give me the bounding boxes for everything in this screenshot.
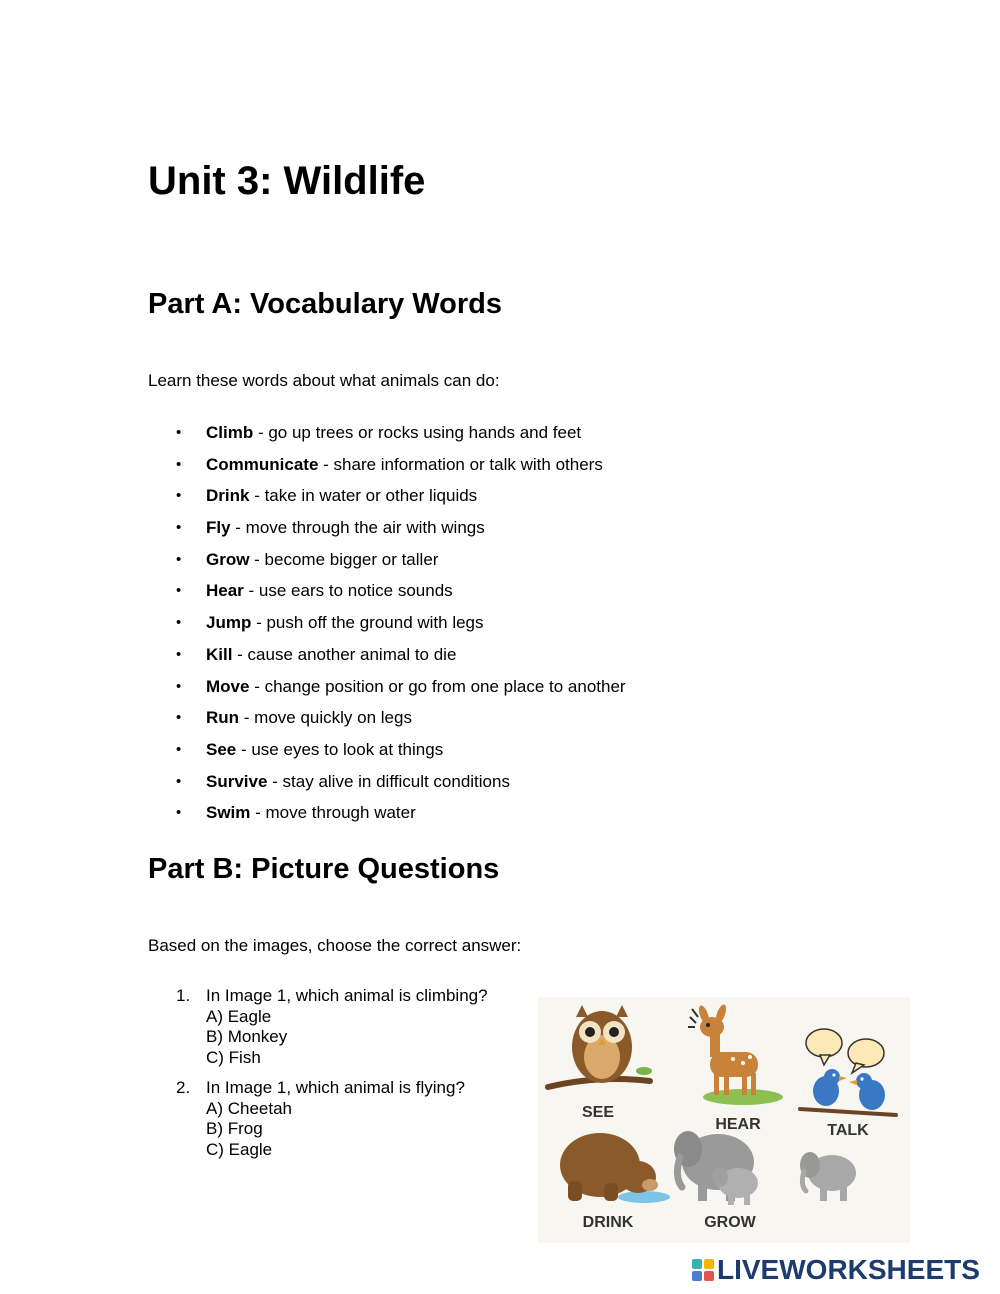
vocab-term: Run: [206, 708, 240, 728]
vocab-definition: - move through the air with wings: [230, 518, 485, 538]
question-item: [148, 1078, 488, 1160]
vocab-term: Grow: [206, 549, 250, 569]
list-item: [148, 548, 626, 580]
vocab-term: Fly: [206, 518, 231, 538]
vocab-term: Swim: [206, 803, 251, 823]
bullet: •: [176, 804, 182, 822]
vocab-term: Climb: [206, 423, 254, 442]
question-number: 2.: [176, 1078, 191, 1097]
vocab-definition: - move through water: [250, 803, 416, 823]
label-grow: GROW: [704, 1214, 756, 1231]
answer-option[interactable]: B) Monkey: [206, 1027, 288, 1046]
answer-option[interactable]: B) Frog: [206, 1119, 263, 1138]
bullet: •: [176, 550, 182, 568]
bullet: •: [176, 645, 182, 663]
question-number: 1.: [176, 986, 191, 1005]
vocab-term: Hear: [206, 581, 244, 601]
answer-option[interactable]: C) Fish: [206, 1047, 261, 1067]
bullet: •: [176, 614, 182, 632]
vocab-definition: - share information or talk with others: [318, 454, 603, 474]
answer-option[interactable]: C) Eagle: [206, 1139, 273, 1159]
part-a-intro: Learn these words about what animals can do:: [148, 371, 500, 390]
label-talk: TALK: [827, 1122, 869, 1139]
vocab-term: Communicate: [206, 454, 319, 474]
bullet: •: [176, 709, 182, 727]
part-b-heading: Part B: Picture Questions: [148, 853, 500, 885]
list-item: [148, 738, 626, 770]
vocab-definition: - use eyes to look at things: [236, 739, 444, 759]
label-drink: DRINK: [582, 1214, 634, 1231]
list-item: [148, 801, 626, 833]
vocab-definition: - use ears to notice sounds: [243, 581, 453, 601]
list-item: [148, 421, 626, 453]
label-see: SEE: [581, 1104, 615, 1121]
vocab-term: Kill: [206, 644, 233, 664]
vocab-definition: - move quickly on legs: [239, 708, 412, 728]
vocab-definition: - change position or go from one place to another: [249, 676, 626, 696]
vocab-definition: - become bigger or taller: [249, 549, 439, 569]
list-item: [148, 579, 626, 611]
part-a-heading: Part A: Vocabulary Words: [148, 288, 502, 320]
list-item: [148, 484, 626, 516]
label-hear: HEAR: [715, 1116, 761, 1133]
liveworksheets-logo-icon: [692, 1259, 714, 1281]
vocab-term: Move: [206, 676, 250, 696]
question-item: [148, 986, 488, 1068]
bullet: •: [176, 424, 182, 441]
vocab-term: Survive: [206, 771, 268, 791]
list-item: [148, 611, 626, 643]
vocabulary-list: [148, 421, 626, 833]
vocab-definition: - go up trees or rocks using hands and feet: [253, 423, 582, 442]
vocab-definition: - cause another animal to die: [232, 644, 457, 664]
bullet: •: [176, 455, 182, 473]
page-title: Unit 3: Wildlife: [148, 159, 426, 203]
liveworksheets-logo-text: LIVEWORKSHEETS: [717, 1254, 980, 1285]
answer-option[interactable]: A) Cheetah: [206, 1098, 292, 1118]
vocab-term: Drink: [206, 486, 250, 506]
part-b-intro: Based on the images, choose the correct answer:: [148, 936, 522, 955]
bullet: •: [176, 519, 182, 537]
liveworksheets-logo[interactable]: [692, 1255, 980, 1285]
vocab-definition: - push off the ground with legs: [251, 613, 484, 633]
list-item: [148, 516, 626, 548]
bullet: •: [176, 487, 182, 505]
bullet: •: [176, 740, 182, 758]
answer-option[interactable]: A) Eagle: [206, 1006, 272, 1026]
list-item: [148, 675, 626, 707]
bullet: •: [176, 677, 182, 695]
vocab-term: See: [206, 739, 237, 759]
vocab-definition: - stay alive in difficult conditions: [267, 771, 510, 791]
question-list: [148, 986, 488, 1170]
question-text: In Image 1, which animal is flying?: [206, 1078, 465, 1097]
question-text: In Image 1, which animal is climbing?: [206, 986, 488, 1005]
bullet: •: [176, 582, 182, 600]
list-item: [148, 706, 626, 738]
list-item: [148, 643, 626, 675]
animal-actions-picture: [538, 997, 910, 1243]
vocab-term: Jump: [206, 613, 252, 633]
list-item: [148, 770, 626, 802]
vocab-definition: - take in water or other liquids: [249, 486, 478, 506]
bullet: •: [176, 772, 182, 790]
list-item: [148, 453, 626, 485]
